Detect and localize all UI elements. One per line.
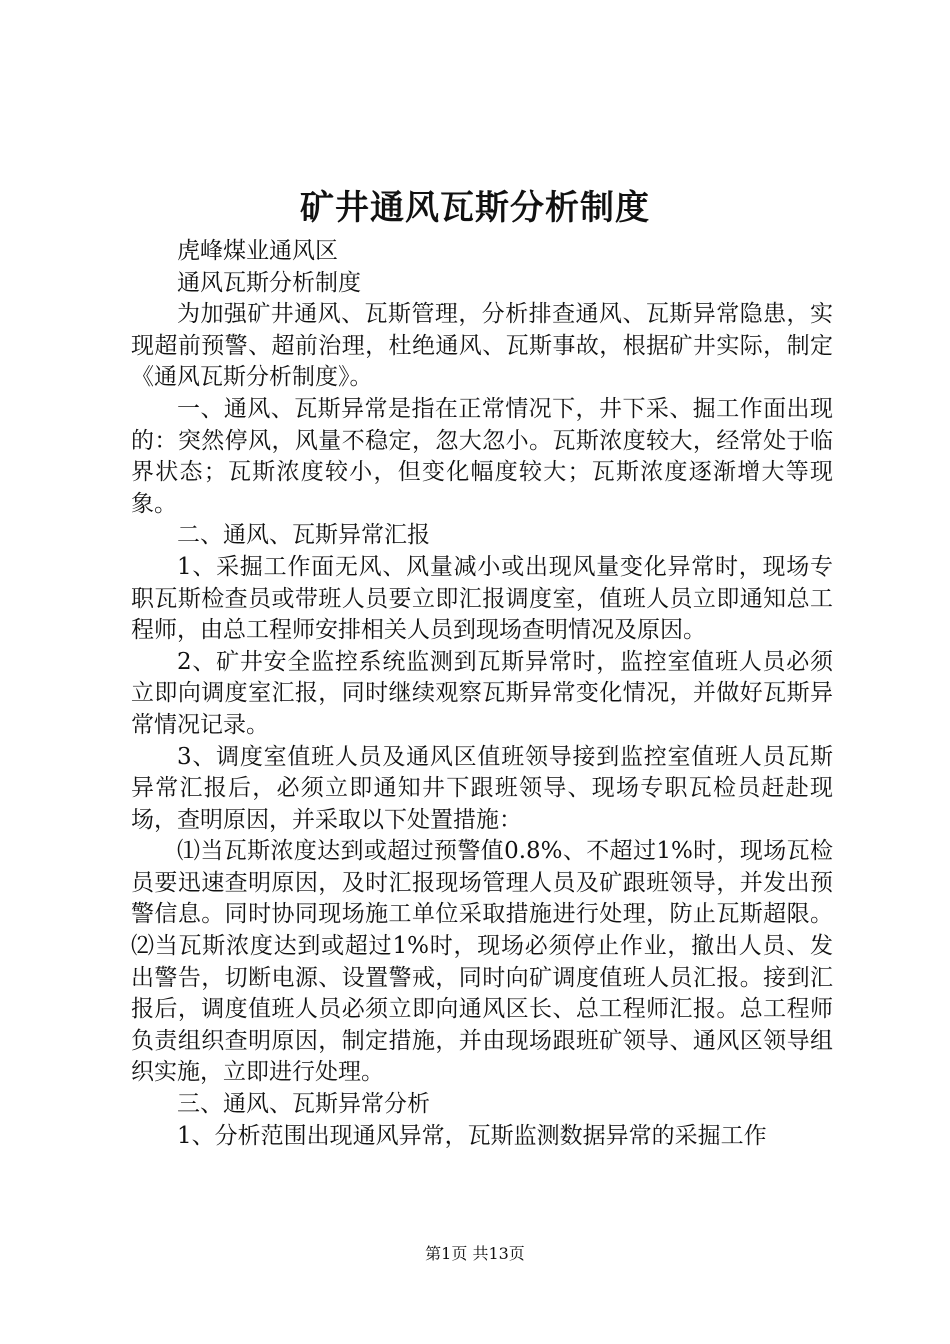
paragraph-item-1: 1、采掘工作面无风、风量减小或出现风量变化异常时，现场专职瓦斯检查员或带班人员要立即汇报调度室，值班人员立即通知总工程师，由总工程师安排相关人员到现场查明情况及原因。 (131, 553, 833, 644)
paragraph-section-3-heading: 三、通风、瓦斯异常分析 (177, 1091, 430, 1118)
paragraph-subtitle: 通风瓦斯分析制度 (177, 269, 361, 296)
page-indicator: 第1页 共13页 (425, 1244, 525, 1263)
document-body (131, 236, 833, 1152)
paragraph-section-1: 一、通风、瓦斯异常是指在正常情况下，井下采、掘工作面出现的：突然停风，风量不稳定，忽大忽小。瓦斯浓度较大，经常处于临界状态；瓦斯浓度较小，但变化幅度较大；瓦斯浓度逐渐增大等现象。 (131, 395, 833, 517)
paragraph-item-2: 2、矿井安全监控系统监测到瓦斯异常时，监控室值班人员必须立即向调度室汇报，同时继续观察瓦斯异常变化情况，并做好瓦斯异常情况记录。 (131, 648, 833, 738)
paragraph-analysis-1: 1、分析范围出现通风异常，瓦斯监测数据异常的采掘工作 (177, 1122, 767, 1149)
paragraph-item-3: 3、调度室值班人员及通风区值班领导接到监控室值班人员瓦斯异常汇报后，必须立即通知井下跟班领导、现场专职瓦检员赶赴现场，查明原因，并采取以下处置措施： (131, 743, 833, 833)
document-title: 矿井通风瓦斯分析制度 (300, 188, 650, 228)
paragraph-section-2-heading: 二、通风、瓦斯异常汇报 (177, 522, 430, 549)
paragraph-org-name: 虎峰煤业通风区 (177, 238, 338, 264)
paragraph-measures: ⑴当瓦斯浓度达到或超过预警值0.8%、不超过1%时，现场瓦检员要迅速查明原因，及时汇报现场管理人员及矿跟班领导，并发出预警信息。同时协同现场施工单位采取措施进行处理，防止瓦斯超限。⑵当瓦斯浓度达到或超过1%时，现场必须停止作业，撤出人员、发出警告，切断电源、设置警戒，同时向矿调度值班人员汇报。接到汇报后，调度值班人员必须立即向通风区长、总工程师汇报。总工程师负责组织查明原因，制定措施，并由现场跟班矿领导、通风区领导组织实施，立即进行处理。 (131, 838, 833, 1086)
paragraph-intro: 为加强矿井通风、瓦斯管理，分析排查通风、瓦斯异常隐患，实现超前预警、超前治理，杜绝通风、瓦斯事故，根据矿井实际，制定《通风瓦斯分析制度》。 (131, 301, 833, 391)
